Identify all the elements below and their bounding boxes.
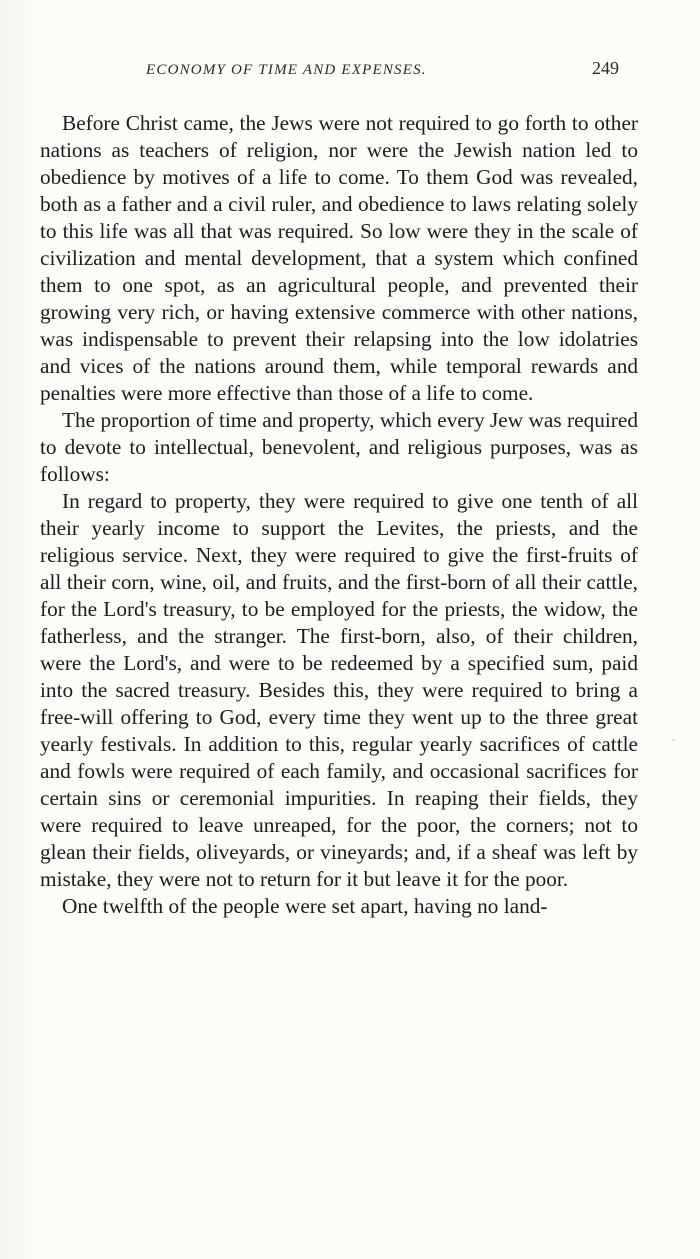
paragraph-3: In regard to property, they were required to give one tenth of all their yearly income to support the Levites, the priests, and the religious service. Next, they were required to give the first-fruits of all their corn, wine, oil, and fruits, and the first-born of all their cattle, for the Lord's treasury, to be employed for the priests, the widow, the fatherless, and the stranger. The first-born, also, of their children, were the Lord's, and were to be redeemed by a specified sum, paid into the sacred treasury. Besides this, they were required to bring a free-will offering to God, every time they went up to the three great yearly festivals. In addition to this, regular yearly sacrifices of cattle and fowls were required of each family, and occasional sacrifices for certain sins or ceremonial impurities. In reaping their fields, they were required to leave unreaped, for the poor, the corners; not to glean their fields, oliveyards, or vineyards; and, if a sheaf was left by mistake, they were not to return for it but leave it for the poor.: [40, 489, 638, 891]
page-header: [0, 58, 700, 88]
page-gutter-shadow: [0, 0, 40, 1259]
running-head: ECONOMY OF TIME AND EXPENSES.: [146, 62, 427, 78]
page-number: 249: [592, 58, 619, 78]
paragraph-4: One twelfth of the people were set apart, having no land-: [62, 894, 548, 918]
body-text: [40, 110, 638, 920]
paragraph-2: The proportion of time and property, which every Jew was required to devote to intellectual, benevolent, and religious purposes, was as follows:: [40, 408, 638, 486]
paragraph-1: Before Christ came, the Jews were not required to go forth to other nations as teachers of religion, nor were the Jewish nation led to obedience by motives of a life to come. To them God was revealed, both as a father and a civil ruler, and obedience to laws relating solely to this life was all that was required. So low were they in the scale of civilization and mental development, that a system which confined them to one spot, as an agricultural people, and prevented their growing very rich, or having extensive commerce with other nations, was indispensable to prevent their relapsing into the low idolatries and vices of the nations around them, while temporal rewards and penalties were more effective than those of a life to come.: [40, 111, 638, 405]
print-speck: ·: [672, 736, 676, 747]
